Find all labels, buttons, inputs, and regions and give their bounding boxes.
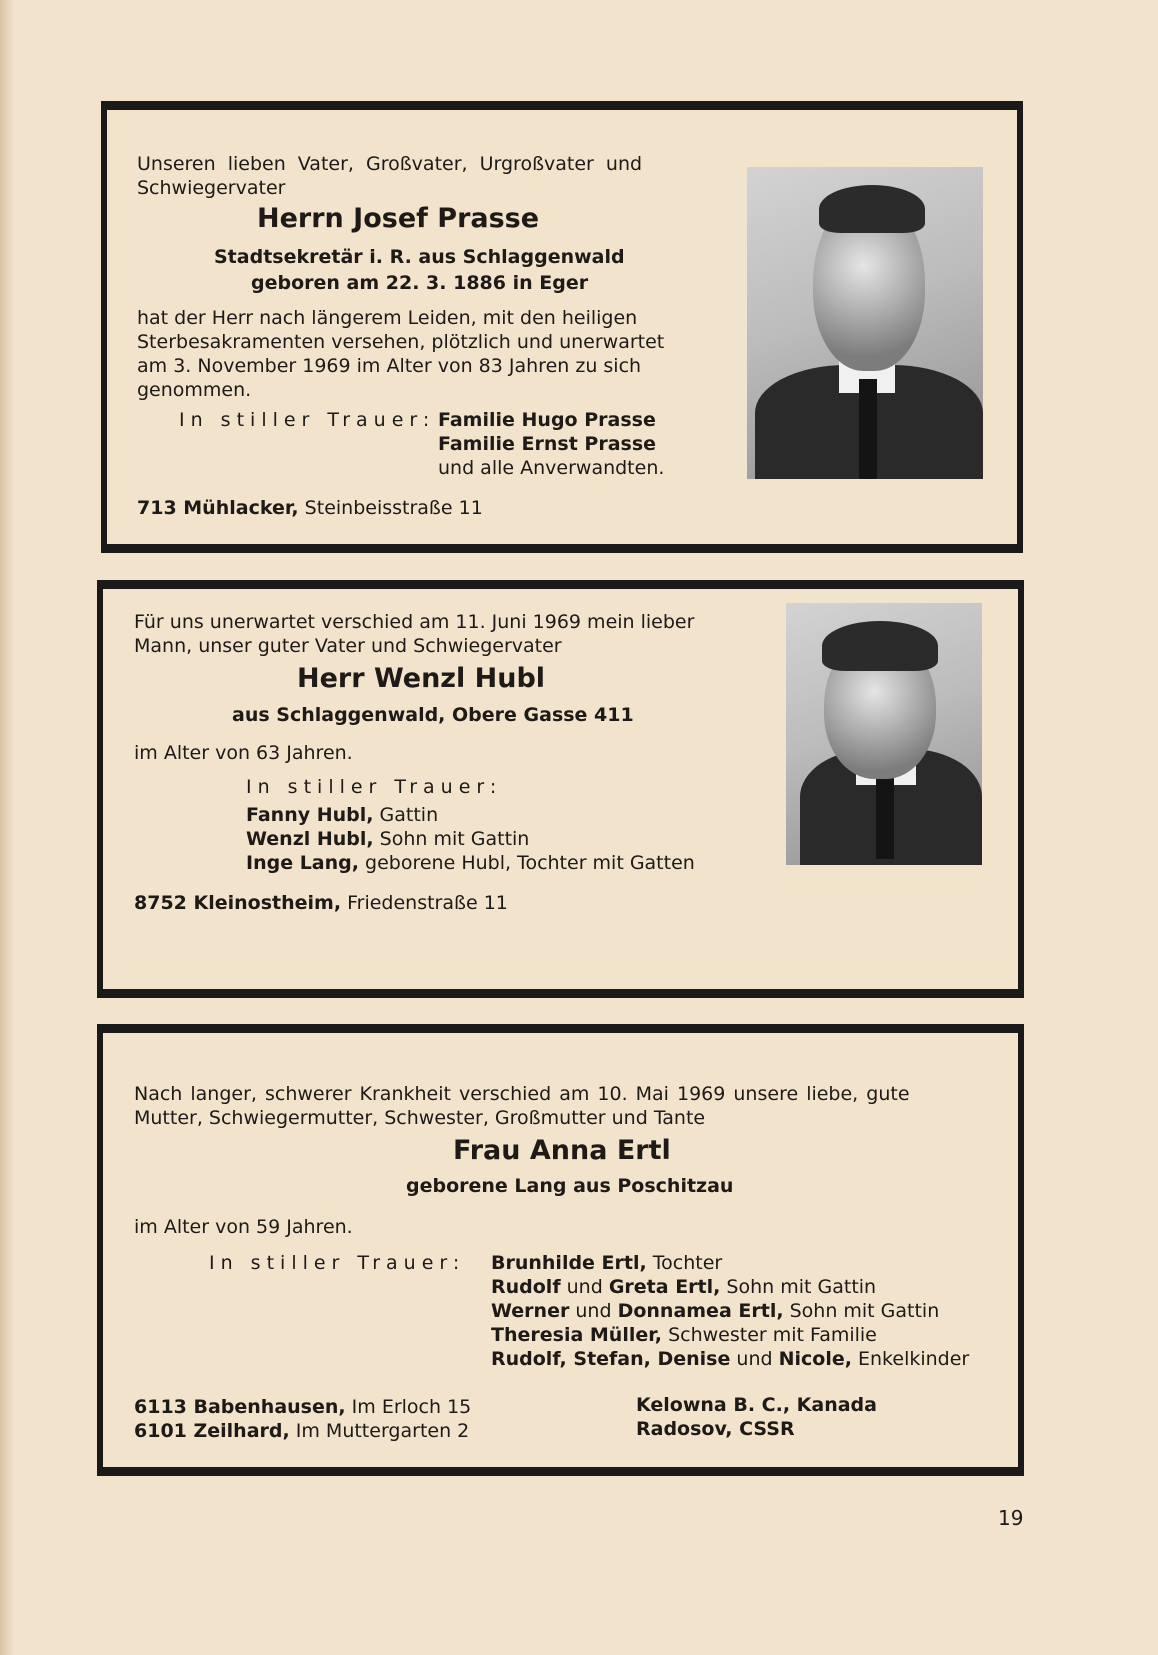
mourner-line: Brunhilde Ertl, Tochter (491, 1252, 723, 1274)
intro-line: Mutter, Schwiegermutter, Schwester, Großmutter und Tante (134, 1107, 706, 1129)
deceased-name: Herrn Josef Prasse (257, 203, 540, 234)
intro-line: Für uns unerwartet verschied am 11. Juni 1969 mein lieber (134, 611, 695, 633)
body-line: am 3. November 1969 im Alter von 83 Jahren zu sich (137, 355, 642, 377)
body-line: Sterbesakramenten versehen, plötzlich und unerwartet (137, 331, 665, 353)
mourner-line: Werner und Donnamea Ertl, Sohn mit Gattin (491, 1300, 940, 1322)
mourner-line: Theresia Müller, Schwester mit Familie (491, 1324, 877, 1346)
mourner-line: Familie Ernst Prasse (438, 433, 657, 455)
body-line: genommen. (137, 379, 252, 401)
obituary-notice-ertl (97, 1024, 1024, 1476)
page-number: 19 (998, 1506, 1024, 1530)
address-line: Kelowna B. C., Kanada (636, 1394, 877, 1416)
address-line: 8752 Kleinostheim, Friedenstraße 11 (134, 892, 508, 914)
obituary-notice-hubl (97, 580, 1024, 998)
mourner-line: Wenzl Hubl, Sohn mit Gattin (246, 828, 530, 850)
deceased-subtitle: geboren am 22. 3. 1886 in Eger (251, 272, 589, 294)
mourner-line: und alle Anverwandten. (438, 457, 665, 479)
obituary-notice-prasse (101, 101, 1023, 553)
address-line: 6101 Zeilhard, Im Muttergarten 2 (134, 1420, 470, 1442)
deceased-subtitle: geborene Lang aus Poschitzau (406, 1175, 734, 1197)
mourner-line: Inge Lang, geborene Hubl, Tochter mit Gatten (246, 852, 695, 874)
address-line: 6113 Babenhausen, Im Erloch 15 (134, 1396, 472, 1418)
mourner-line: Rudolf, Stefan, Denise und Nicole, Enkelkinder (491, 1348, 970, 1370)
deceased-name: Frau Anna Ertl (453, 1135, 671, 1166)
mourning-label: In stiller Trauer: (209, 1252, 466, 1274)
portrait-photo (747, 167, 983, 479)
deceased-subtitle: Stadtsekretär i. R. aus Schlaggenwald (214, 246, 625, 268)
intro-line: Mann, unser guter Vater und Schwiegervater (134, 635, 562, 657)
body-line: im Alter von 63 Jahren. (134, 742, 353, 764)
page-edge (0, 0, 14, 1655)
address-line: 713 Mühlacker, Steinbeisstraße 11 (137, 497, 483, 519)
mourner-line: Familie Hugo Prasse (438, 409, 656, 431)
intro-line: Schwiegervater (137, 177, 286, 199)
intro-line: Nach langer, schwerer Krankheit verschied am 10. Mai 1969 unsere liebe, gute (134, 1083, 910, 1105)
mourner-line: Rudolf und Greta Ertl, Sohn mit Gattin (491, 1276, 877, 1298)
deceased-name: Herr Wenzl Hubl (297, 663, 546, 694)
address-line: Radosov, CSSR (636, 1418, 795, 1440)
mourning-label: In stiller Trauer: (179, 409, 436, 431)
mourning-label: In stiller Trauer: (246, 776, 503, 798)
mourner-line: Fanny Hubl, Gattin (246, 804, 439, 826)
body-line: im Alter von 59 Jahren. (134, 1216, 353, 1238)
portrait-photo (786, 603, 982, 865)
intro-line: Unseren lieben Vater, Großvater, Urgroßvater und (137, 153, 643, 175)
body-line: hat der Herr nach längerem Leiden, mit den heiligen (137, 307, 638, 329)
deceased-subtitle: aus Schlaggenwald, Obere Gasse 411 (232, 704, 634, 726)
